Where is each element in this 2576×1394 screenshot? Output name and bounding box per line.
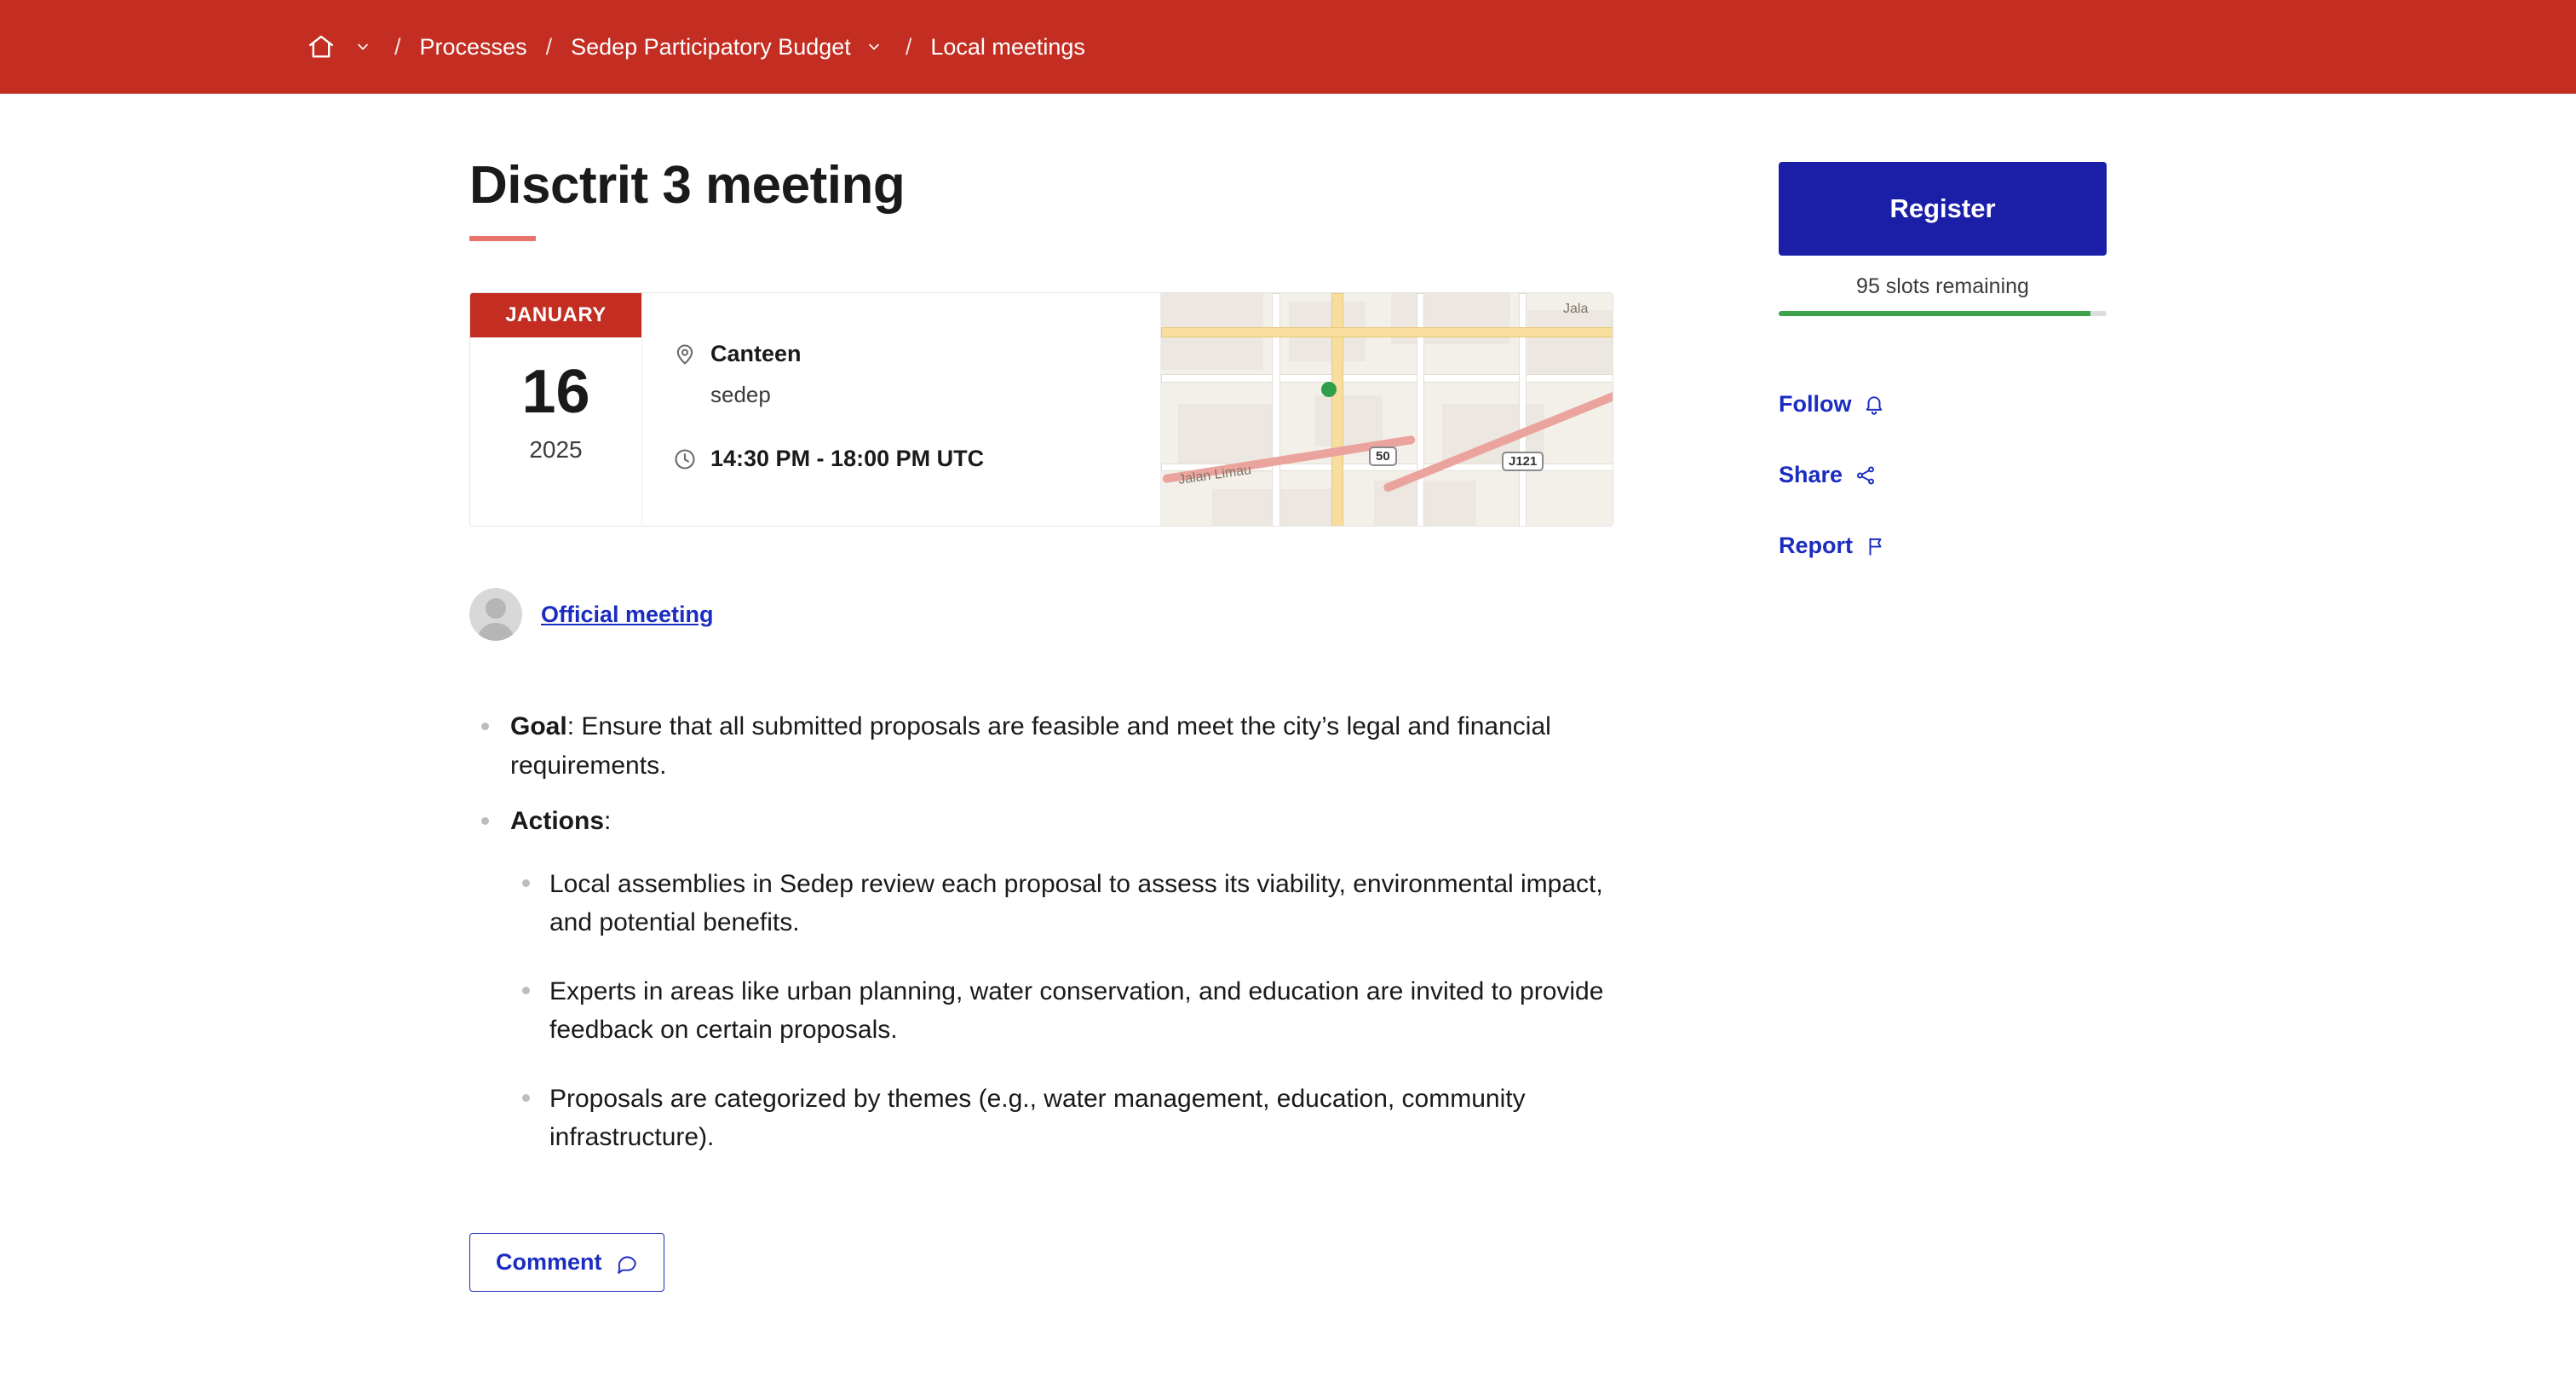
list-item: Experts in areas like urban planning, water conservation, and education are invited to provide feedback on certain proposals. xyxy=(510,972,1615,1049)
map-pin-icon xyxy=(673,343,699,368)
clock-icon xyxy=(673,447,699,473)
register-button-label: Register xyxy=(1889,193,1996,223)
process-dropdown-icon[interactable] xyxy=(861,34,887,60)
breadcrumb-separator-3: / xyxy=(905,33,912,60)
share-icon xyxy=(1854,464,1877,487)
share-label: Share xyxy=(1779,462,1843,487)
bell-icon xyxy=(1863,394,1885,416)
map-label-jalan-limau: Jalan Limau xyxy=(1177,463,1252,488)
slots-remaining-text: 95 slots remaining xyxy=(1856,274,2029,298)
slots-progress-fill xyxy=(1779,311,2090,316)
flag-icon xyxy=(1865,535,1887,557)
main-column xyxy=(469,155,1615,1292)
meeting-description xyxy=(469,707,1615,1156)
event-day: 16 xyxy=(521,358,590,427)
event-location-sub: sedep xyxy=(710,382,771,408)
author-row xyxy=(469,588,1615,641)
map-shield-50: 50 xyxy=(1369,446,1397,466)
report-label: Report xyxy=(1779,533,1853,558)
report-button[interactable] xyxy=(1779,533,1887,559)
list-item xyxy=(469,802,1615,841)
actions-text: : xyxy=(604,807,612,836)
breadcrumb-item-local-meetings[interactable]: Local meetings xyxy=(930,33,1085,60)
event-map-thumbnail[interactable] xyxy=(1160,293,1613,526)
list-item: Local assemblies in Sedep review each proposal to assess its viability, environmental impact, and potential benefits. xyxy=(510,865,1615,942)
slots-progress-bar xyxy=(1779,311,2107,316)
goal-label: Goal xyxy=(510,712,567,741)
map-shield-j121: J121 xyxy=(1502,452,1544,471)
list-item: Proposals are categorized by themes (e.g., water management, education, community infrastructure). xyxy=(510,1080,1615,1156)
page-title: Disctrit 3 meeting xyxy=(469,156,906,215)
breadcrumb-separator-1: / xyxy=(394,33,401,60)
comment-button[interactable] xyxy=(469,1233,664,1292)
event-date-block xyxy=(470,293,642,526)
home-dropdown-icon[interactable] xyxy=(350,34,376,60)
comment-button-label: Comment xyxy=(496,1249,602,1276)
follow-button[interactable] xyxy=(1779,391,1885,418)
comment-icon xyxy=(616,1252,638,1274)
goal-text: : Ensure that all submitted proposals are feasible and meet the city’s legal and financial requirements. xyxy=(510,712,1551,780)
event-info xyxy=(642,293,1160,526)
home-icon[interactable] xyxy=(302,28,340,66)
map-label-jala: Jala xyxy=(1563,302,1589,317)
list-item xyxy=(469,707,1615,785)
actions-label: Actions xyxy=(510,807,605,836)
event-time-row xyxy=(673,446,1160,473)
avatar xyxy=(469,588,522,641)
author-name[interactable]: Official meeting xyxy=(541,601,714,627)
sidebar-actions xyxy=(1779,391,2107,559)
breadcrumb-item-processes[interactable]: Processes xyxy=(419,33,527,60)
breadcrumb-separator-2: / xyxy=(545,33,553,60)
event-month: JANUARY xyxy=(470,293,641,337)
event-location-name: Canteen xyxy=(710,341,802,367)
share-button[interactable] xyxy=(1779,462,1877,488)
actions-sublist xyxy=(510,865,1615,1156)
title-underline xyxy=(469,236,536,241)
breadcrumb-item-process[interactable]: Sedep Participatory Budget xyxy=(571,33,851,60)
event-time: 14:30 PM - 18:00 PM UTC xyxy=(710,446,985,472)
register-button[interactable] xyxy=(1779,162,2107,256)
event-year: 2025 xyxy=(529,436,583,464)
breadcrumb xyxy=(302,28,1085,66)
event-card xyxy=(469,292,1613,527)
follow-label: Follow xyxy=(1779,391,1852,417)
event-location-row xyxy=(673,341,1160,368)
sidebar xyxy=(1779,162,2107,603)
breadcrumb-bar xyxy=(0,0,2576,94)
